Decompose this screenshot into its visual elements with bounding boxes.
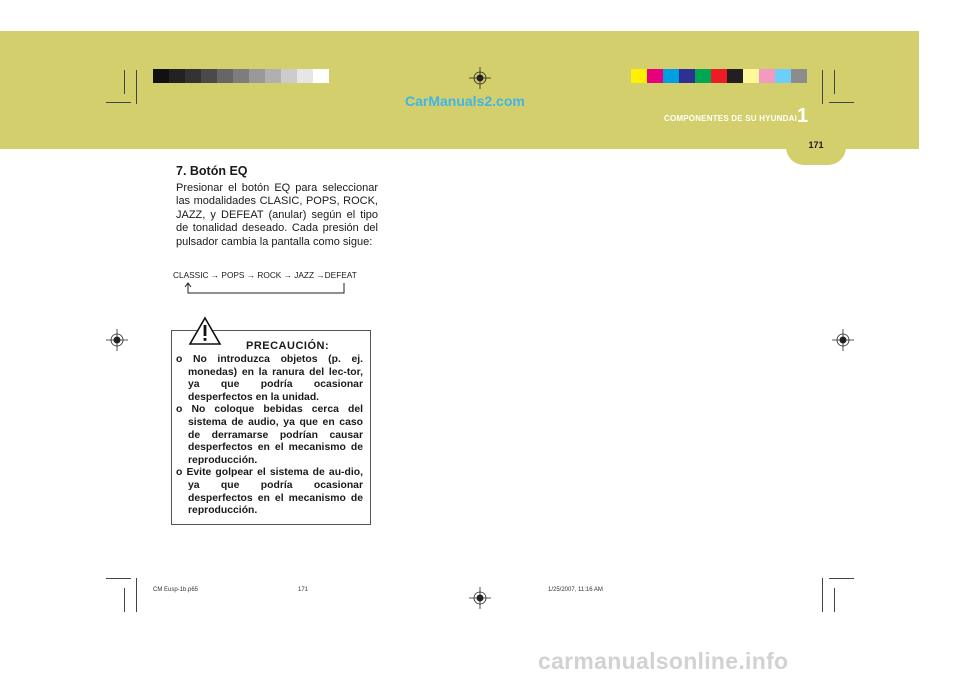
section-content	[176, 164, 378, 249]
loop-arrow-icon	[180, 282, 350, 296]
registration-mark-icon	[832, 329, 854, 351]
crop-mark	[822, 578, 823, 612]
color-swatch	[217, 69, 233, 83]
crop-mark	[822, 70, 823, 104]
registration-mark-icon	[106, 329, 128, 351]
footer-file: CM Eusp-1b.p65	[153, 587, 199, 593]
footer-date: 1/25/2007, 11:16 AM	[548, 587, 603, 593]
registration-mark-icon	[469, 67, 491, 89]
warning-triangle-icon	[188, 316, 222, 346]
section-body: Presionar el botón EQ para seleccionar las modalidades CLASIC, POPS, ROCK, JAZZ, y DEFEAT (anular) según el tipo de tonalidad deseado. Cada presión del pulsador cambia la pantalla como sigue:	[176, 182, 378, 248]
caution-list	[176, 354, 363, 518]
site-watermark-link[interactable]: carmanualsonline.info	[538, 648, 789, 674]
color-swatch	[727, 69, 743, 83]
crop-mark	[124, 70, 125, 94]
caution-item: o No coloque bebidas cerca del sistema de audio, ya que en caso de derramarse podrían causar desperfectos en el mecanismo de reproducción.	[176, 404, 363, 466]
color-swatch	[631, 69, 647, 83]
color-swatch-bar	[631, 69, 807, 83]
header-band	[0, 31, 919, 149]
watermark-link[interactable]: CarManuals2.com	[405, 93, 525, 109]
color-swatch	[281, 69, 297, 83]
gray-swatch-bar	[153, 69, 329, 83]
color-swatch	[185, 69, 201, 83]
crop-mark	[106, 102, 131, 103]
crop-mark	[834, 70, 835, 94]
color-swatch	[743, 69, 759, 83]
page-number: 171	[808, 140, 824, 150]
color-swatch	[297, 69, 313, 83]
color-swatch	[169, 69, 185, 83]
crop-mark	[106, 578, 131, 579]
color-swatch	[775, 69, 791, 83]
caution-title: PRECAUCIÓN:	[246, 340, 330, 352]
section-title: 7. Botón EQ	[176, 164, 248, 178]
color-swatch	[759, 69, 775, 83]
crop-mark	[136, 70, 137, 104]
color-swatch	[153, 69, 169, 83]
color-swatch	[249, 69, 265, 83]
crop-mark	[124, 588, 125, 612]
color-swatch	[313, 69, 329, 83]
color-swatch	[663, 69, 679, 83]
eq-sequence: CLASSIC → POPS → ROCK → JAZZ →DEFEAT	[173, 270, 357, 280]
footer-page: 171	[298, 587, 309, 593]
crop-mark	[829, 578, 854, 579]
chapter-number: 1	[797, 105, 809, 127]
registration-mark-icon	[469, 587, 491, 609]
color-swatch	[265, 69, 281, 83]
caution-item: o No introduzca objetos (p. ej. monedas) en la ranura del lec-tor, ya que podría ocasionar desperfectos en la unidad.	[176, 354, 363, 403]
color-swatch	[233, 69, 249, 83]
color-swatch	[679, 69, 695, 83]
caution-item: o Evite golpear el sistema de au-dio, ya que podría ocasionar desperfectos en el mecanismo de reproducción.	[176, 467, 363, 517]
color-swatch	[695, 69, 711, 83]
color-swatch	[647, 69, 663, 83]
crop-mark	[829, 102, 854, 103]
crop-mark	[834, 588, 835, 612]
chapter-label: COMPONENTES DE SU HYUNDAI	[663, 114, 797, 123]
color-swatch	[201, 69, 217, 83]
color-swatch	[791, 69, 807, 83]
color-swatch	[711, 69, 727, 83]
crop-mark	[136, 578, 137, 612]
